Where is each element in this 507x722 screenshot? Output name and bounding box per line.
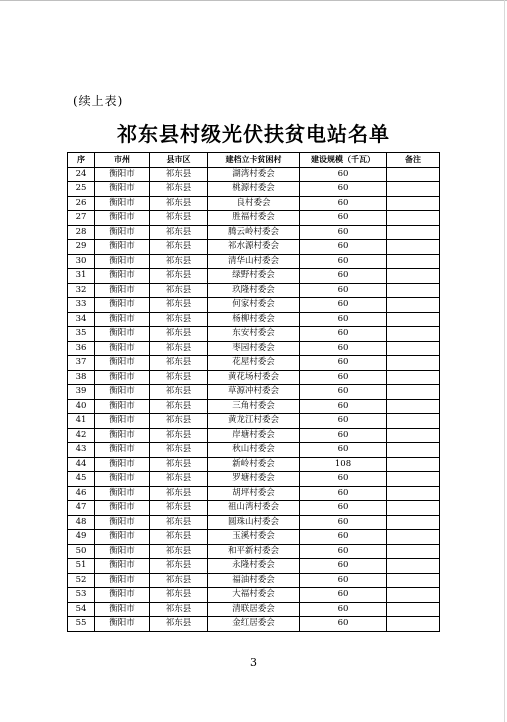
cell-remarks (387, 414, 440, 429)
cell-remarks (387, 298, 440, 313)
cell-seq: 41 (68, 414, 95, 429)
cell-seq: 43 (68, 443, 95, 458)
page-right-edge (504, 0, 505, 722)
cell-village: 秋山村委会 (208, 443, 300, 458)
cell-city: 衡阳市 (95, 457, 150, 472)
cell-county: 祁东县 (150, 385, 208, 400)
cell-city: 衡阳市 (95, 240, 150, 255)
cell-village: 清华山村委会 (208, 254, 300, 269)
table-row (68, 530, 440, 545)
cell-remarks (387, 312, 440, 327)
cell-capacity: 60 (300, 182, 387, 197)
cell-remarks (387, 341, 440, 356)
cell-seq: 36 (68, 341, 95, 356)
cell-seq: 50 (68, 544, 95, 559)
cell-capacity: 60 (300, 588, 387, 603)
cell-remarks (387, 327, 440, 342)
cell-village: 永隆村委会 (208, 559, 300, 574)
cell-village: 枣园村委会 (208, 341, 300, 356)
cell-capacity: 60 (300, 414, 387, 429)
cell-village: 胜福村委会 (208, 211, 300, 226)
cell-city: 衡阳市 (95, 602, 150, 617)
header-remarks: 备注 (387, 153, 440, 168)
cell-capacity: 60 (300, 298, 387, 313)
cell-remarks (387, 196, 440, 211)
cell-seq: 27 (68, 211, 95, 226)
table-row (68, 182, 440, 197)
cell-capacity: 60 (300, 559, 387, 574)
cell-capacity: 60 (300, 602, 387, 617)
cell-county: 祁东县 (150, 602, 208, 617)
cell-capacity: 60 (300, 472, 387, 487)
cell-village: 大福村委会 (208, 588, 300, 603)
cell-seq: 42 (68, 428, 95, 443)
cell-seq: 55 (68, 617, 95, 632)
cell-remarks (387, 182, 440, 197)
cell-city: 衡阳市 (95, 167, 150, 182)
cell-county: 祁东县 (150, 211, 208, 226)
cell-city: 衡阳市 (95, 370, 150, 385)
table-row (68, 327, 440, 342)
cell-city: 衡阳市 (95, 312, 150, 327)
cell-city: 衡阳市 (95, 501, 150, 516)
cell-county: 祁东县 (150, 240, 208, 255)
cell-village: 花屋村委会 (208, 356, 300, 371)
table-row (68, 399, 440, 414)
cell-village: 福油村委会 (208, 573, 300, 588)
cell-remarks (387, 269, 440, 284)
cell-county: 祁东县 (150, 327, 208, 342)
cell-remarks (387, 167, 440, 182)
cell-village: 清联居委会 (208, 602, 300, 617)
cell-remarks (387, 544, 440, 559)
cell-remarks (387, 486, 440, 501)
cell-remarks (387, 283, 440, 298)
cell-seq: 49 (68, 530, 95, 545)
cell-seq: 29 (68, 240, 95, 255)
cell-village: 绿野村委会 (208, 269, 300, 284)
cell-county: 祁东县 (150, 428, 208, 443)
cell-seq: 37 (68, 356, 95, 371)
table-row (68, 240, 440, 255)
table-row (68, 414, 440, 429)
page-top-edge (0, 0, 507, 4)
page-number: 3 (250, 656, 257, 669)
cell-city: 衡阳市 (95, 472, 150, 487)
cell-seq: 32 (68, 283, 95, 298)
cell-seq: 54 (68, 602, 95, 617)
cell-village: 何家村委会 (208, 298, 300, 313)
cell-village: 祖山湾村委会 (208, 501, 300, 516)
cell-village: 黄龙江村委会 (208, 414, 300, 429)
cell-capacity: 60 (300, 254, 387, 269)
cell-village: 草源冲村委会 (208, 385, 300, 400)
table-row (68, 341, 440, 356)
cell-remarks (387, 501, 440, 516)
page-title: 祁东县村级光伏扶贫电站名单 (117, 122, 390, 146)
cell-remarks (387, 472, 440, 487)
cell-remarks (387, 254, 440, 269)
cell-city: 衡阳市 (95, 573, 150, 588)
cell-city: 衡阳市 (95, 254, 150, 269)
cell-county: 祁东县 (150, 254, 208, 269)
cell-capacity: 60 (300, 196, 387, 211)
cell-seq: 48 (68, 515, 95, 530)
cell-village: 湖湾村委会 (208, 167, 300, 182)
cell-city: 衡阳市 (95, 356, 150, 371)
cell-county: 祁东县 (150, 617, 208, 632)
cell-village: 岸塘村委会 (208, 428, 300, 443)
cell-remarks (387, 428, 440, 443)
table-row (68, 356, 440, 371)
cell-seq: 26 (68, 196, 95, 211)
table-row (68, 588, 440, 603)
cell-village: 杨柳村委会 (208, 312, 300, 327)
cell-capacity: 60 (300, 443, 387, 458)
cell-seq: 46 (68, 486, 95, 501)
table-row (68, 457, 440, 472)
cell-capacity: 60 (300, 385, 387, 400)
cell-capacity: 60 (300, 225, 387, 240)
cell-county: 祁东县 (150, 298, 208, 313)
table-row (68, 298, 440, 313)
table-row (68, 501, 440, 516)
cell-remarks (387, 602, 440, 617)
cell-capacity: 60 (300, 617, 387, 632)
cell-city: 衡阳市 (95, 617, 150, 632)
cell-county: 祁东县 (150, 588, 208, 603)
cell-village: 三角村委会 (208, 399, 300, 414)
table-row (68, 486, 440, 501)
cell-county: 祁东县 (150, 356, 208, 371)
cell-seq: 25 (68, 182, 95, 197)
cell-capacity: 108 (300, 457, 387, 472)
cell-county: 祁东县 (150, 225, 208, 240)
cell-city: 衡阳市 (95, 327, 150, 342)
table-row (68, 559, 440, 574)
table-body (68, 167, 440, 631)
cell-city: 衡阳市 (95, 341, 150, 356)
cell-capacity: 60 (300, 327, 387, 342)
table-header-row (68, 153, 440, 168)
cell-county: 祁东县 (150, 269, 208, 284)
cell-county: 祁东县 (150, 559, 208, 574)
cell-seq: 34 (68, 312, 95, 327)
cell-capacity: 60 (300, 544, 387, 559)
cell-capacity: 60 (300, 370, 387, 385)
cell-remarks (387, 515, 440, 530)
cell-city: 衡阳市 (95, 443, 150, 458)
cell-county: 祁东县 (150, 399, 208, 414)
cell-village: 罗塘村委会 (208, 472, 300, 487)
table-row (68, 385, 440, 400)
cell-city: 衡阳市 (95, 414, 150, 429)
table-row (68, 167, 440, 182)
continued-label: (续上表) (73, 94, 124, 108)
cell-capacity: 60 (300, 486, 387, 501)
station-table (67, 152, 440, 632)
table-row (68, 472, 440, 487)
cell-city: 衡阳市 (95, 428, 150, 443)
cell-village: 黄花场村委会 (208, 370, 300, 385)
cell-capacity: 60 (300, 341, 387, 356)
cell-remarks (387, 617, 440, 632)
cell-village: 新岭村委会 (208, 457, 300, 472)
cell-seq: 35 (68, 327, 95, 342)
cell-county: 祁东县 (150, 573, 208, 588)
cell-remarks (387, 573, 440, 588)
cell-village: 玉溪村委会 (208, 530, 300, 545)
cell-capacity: 60 (300, 573, 387, 588)
cell-seq: 45 (68, 472, 95, 487)
table-row (68, 225, 440, 240)
cell-capacity: 60 (300, 399, 387, 414)
cell-capacity: 60 (300, 211, 387, 226)
table-row (68, 602, 440, 617)
header-county: 县市区 (150, 153, 208, 168)
cell-remarks (387, 588, 440, 603)
cell-seq: 30 (68, 254, 95, 269)
cell-city: 衡阳市 (95, 515, 150, 530)
table-row (68, 211, 440, 226)
cell-village: 和平新村委会 (208, 544, 300, 559)
cell-capacity: 60 (300, 501, 387, 516)
cell-capacity: 60 (300, 283, 387, 298)
cell-county: 祁东县 (150, 501, 208, 516)
table-row (68, 196, 440, 211)
cell-remarks (387, 385, 440, 400)
cell-village: 圆珠山村委会 (208, 515, 300, 530)
cell-county: 祁东县 (150, 283, 208, 298)
cell-remarks (387, 211, 440, 226)
cell-seq: 53 (68, 588, 95, 603)
table-row (68, 573, 440, 588)
cell-seq: 52 (68, 573, 95, 588)
cell-capacity: 60 (300, 356, 387, 371)
cell-capacity: 60 (300, 530, 387, 545)
table-row (68, 617, 440, 632)
table-row (68, 269, 440, 284)
cell-county: 祁东县 (150, 414, 208, 429)
cell-city: 衡阳市 (95, 530, 150, 545)
cell-city: 衡阳市 (95, 486, 150, 501)
cell-county: 祁东县 (150, 167, 208, 182)
cell-county: 祁东县 (150, 515, 208, 530)
cell-city: 衡阳市 (95, 211, 150, 226)
cell-county: 祁东县 (150, 312, 208, 327)
header-seq: 序 (68, 153, 95, 168)
cell-remarks (387, 457, 440, 472)
cell-village: 玖隆村委会 (208, 283, 300, 298)
cell-city: 衡阳市 (95, 283, 150, 298)
cell-county: 祁东县 (150, 443, 208, 458)
cell-village: 祁水源村委会 (208, 240, 300, 255)
cell-capacity: 60 (300, 428, 387, 443)
cell-capacity: 60 (300, 269, 387, 284)
cell-remarks (387, 559, 440, 574)
cell-county: 祁东县 (150, 341, 208, 356)
cell-village: 胡坪村委会 (208, 486, 300, 501)
cell-village: 金红居委会 (208, 617, 300, 632)
table-row (68, 428, 440, 443)
cell-seq: 28 (68, 225, 95, 240)
cell-seq: 38 (68, 370, 95, 385)
cell-county: 祁东县 (150, 196, 208, 211)
table-row (68, 312, 440, 327)
cell-seq: 47 (68, 501, 95, 516)
cell-county: 祁东县 (150, 182, 208, 197)
cell-remarks (387, 240, 440, 255)
cell-capacity: 60 (300, 312, 387, 327)
cell-village: 东安村委会 (208, 327, 300, 342)
cell-city: 衡阳市 (95, 182, 150, 197)
table-row (68, 370, 440, 385)
cell-city: 衡阳市 (95, 225, 150, 240)
cell-seq: 40 (68, 399, 95, 414)
cell-county: 祁东县 (150, 486, 208, 501)
cell-remarks (387, 443, 440, 458)
cell-county: 祁东县 (150, 544, 208, 559)
table-row (68, 544, 440, 559)
cell-county: 祁东县 (150, 472, 208, 487)
cell-city: 衡阳市 (95, 298, 150, 313)
cell-capacity: 60 (300, 240, 387, 255)
cell-county: 祁东县 (150, 530, 208, 545)
table-row (68, 515, 440, 530)
cell-seq: 31 (68, 269, 95, 284)
header-city: 市州 (95, 153, 150, 168)
cell-city: 衡阳市 (95, 196, 150, 211)
cell-city: 衡阳市 (95, 399, 150, 414)
cell-village: 良村委会 (208, 196, 300, 211)
cell-remarks (387, 530, 440, 545)
cell-remarks (387, 370, 440, 385)
cell-capacity: 60 (300, 515, 387, 530)
table-row (68, 283, 440, 298)
header-capacity: 建设规模（千瓦） (300, 153, 387, 168)
cell-seq: 39 (68, 385, 95, 400)
cell-city: 衡阳市 (95, 559, 150, 574)
cell-capacity: 60 (300, 167, 387, 182)
cell-seq: 33 (68, 298, 95, 313)
cell-city: 衡阳市 (95, 544, 150, 559)
cell-city: 衡阳市 (95, 385, 150, 400)
cell-remarks (387, 399, 440, 414)
cell-city: 衡阳市 (95, 588, 150, 603)
cell-seq: 51 (68, 559, 95, 574)
cell-city: 衡阳市 (95, 269, 150, 284)
cell-remarks (387, 356, 440, 371)
table-row (68, 254, 440, 269)
cell-county: 祁东县 (150, 457, 208, 472)
cell-seq: 44 (68, 457, 95, 472)
cell-village: 腾云岭村委会 (208, 225, 300, 240)
header-village: 建档立卡贫困村 (208, 153, 300, 168)
cell-remarks (387, 225, 440, 240)
cell-seq: 24 (68, 167, 95, 182)
cell-village: 桃源村委会 (208, 182, 300, 197)
cell-county: 祁东县 (150, 370, 208, 385)
table-row (68, 443, 440, 458)
